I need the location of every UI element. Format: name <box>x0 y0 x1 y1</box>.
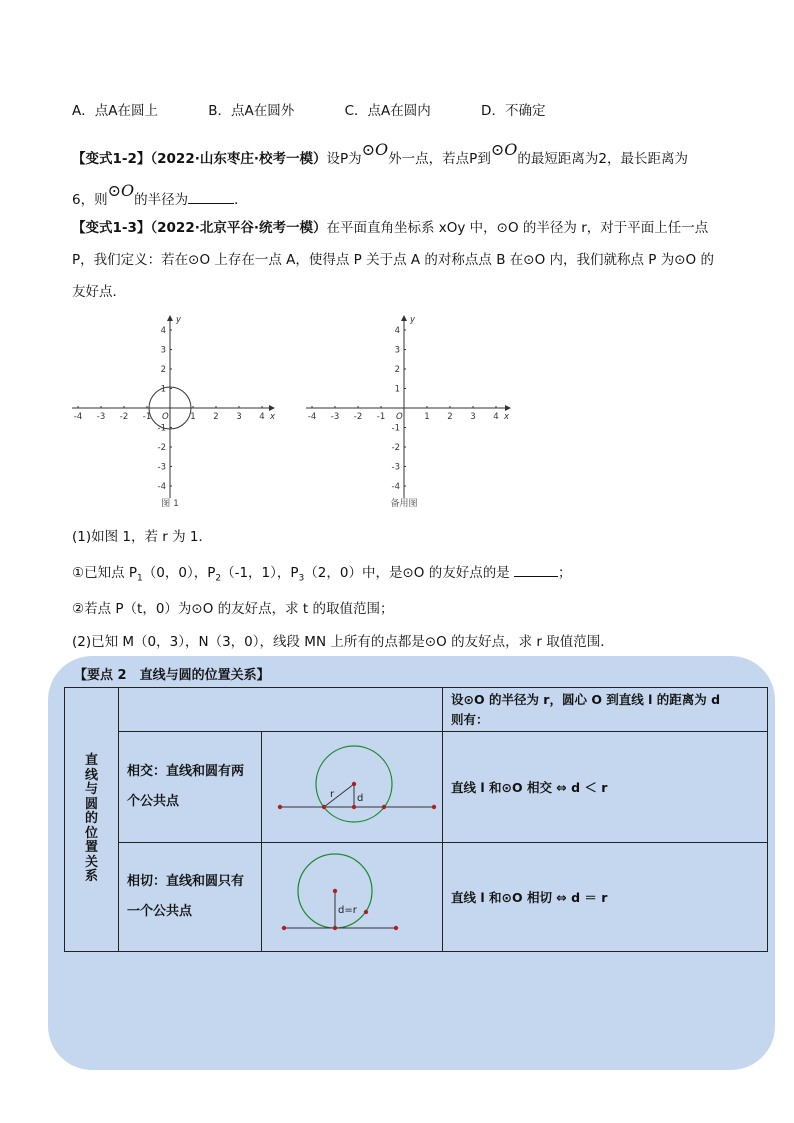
x-axis-label: x <box>504 412 510 422</box>
variant-1-3-line2: P，我们定义：若在⊙O 上存在一点 A，使得点 P 关于点 A 的对称点点 B 在⊙O 内，我们就称点 P 为⊙O 的 <box>72 252 714 268</box>
intersect-relation-cell <box>443 732 768 843</box>
question-1-part1 <box>72 562 572 589</box>
variant-1-2-source: （2022·山东枣庄·校考一模） <box>150 151 327 167</box>
x-tick-label: 2 <box>213 412 219 422</box>
header-line1: 设⊙O 的半径为 r，圆心 O 到直线 l 的距离为 d <box>451 691 721 707</box>
x-tick-label: -1 <box>376 412 386 422</box>
x-tick-label: -2 <box>119 412 129 422</box>
point <box>382 805 386 809</box>
answer-blank[interactable] <box>514 562 558 577</box>
x-tick-label: -2 <box>353 412 363 422</box>
x-tick-label: 2 <box>447 412 453 422</box>
side-label-char: 关 <box>84 854 98 870</box>
x-tick-label: 1 <box>424 412 430 422</box>
origin-label: O <box>396 412 403 422</box>
variant-1-3-text: 在平面直角坐标系 xOy 中，⊙O 的半径为 r，对于平面上任一点 <box>326 220 709 236</box>
y-axis-label: y <box>176 315 182 325</box>
y-tick-label: -4 <box>391 482 400 492</box>
intersect-type-line2: 个公共点 <box>127 794 180 809</box>
tangent-type-line1: 相切：直线和圆只有 <box>127 874 245 889</box>
circle-o-symbol: ⊙O <box>107 181 135 200</box>
subscript: 2 <box>215 573 222 584</box>
question-1-intro: (1)如图 1，若 r 为 1． <box>72 529 213 545</box>
side-label-char: 直 <box>84 753 98 769</box>
x-tick-label: -4 <box>73 412 83 422</box>
y-tick-label: 4 <box>394 326 400 336</box>
side-label-char: 的 <box>84 811 98 827</box>
tangent-relation: 直线 l 和⊙O 相切 ⇔ d ＝ r <box>451 890 608 905</box>
variant-1-3-line3: 友好点． <box>72 284 126 300</box>
tangent-relation-cell <box>443 843 768 952</box>
y-tick-label: 3 <box>160 345 166 356</box>
point <box>364 910 368 914</box>
variant-1-3-tag: 【变式1-3】 <box>72 220 151 236</box>
y-tick-label: 2 <box>160 365 166 375</box>
tangent-figure-cell <box>262 843 443 952</box>
point <box>432 805 436 809</box>
variant-1-2-text: 的最短距离为2，最长距离为 <box>517 151 688 167</box>
y-tick-label: 1 <box>394 384 400 395</box>
variant-1-2-line2 <box>72 181 248 210</box>
question-text: （0，0），P <box>142 565 216 581</box>
x-tick-label: -3 <box>96 412 106 422</box>
variant-1-2-text: ． <box>234 192 248 208</box>
subscript: 3 <box>298 573 305 584</box>
radius-r <box>324 784 354 807</box>
header-cell <box>443 688 768 732</box>
label-d: d <box>357 793 364 804</box>
y-tick-label: -2 <box>391 443 400 453</box>
side-label-char: 圆 <box>84 796 98 812</box>
y-tick-label: -2 <box>157 443 166 453</box>
tangent-type-line2: 一个公共点 <box>127 904 193 919</box>
variant-1-2-text: 外一点，若点P到 <box>388 151 491 167</box>
circle-o-symbol: ⊙O <box>361 140 389 159</box>
side-label-char: 与 <box>84 782 98 798</box>
y-tick-label: 3 <box>394 345 400 356</box>
label-d-equals-r: d=r <box>338 905 357 916</box>
point <box>394 926 398 930</box>
question-text: （-1，1），P <box>221 565 299 581</box>
question-text: （2，0）中，是⊙O 的友好点的是 <box>304 565 510 581</box>
center-point <box>352 782 356 786</box>
point <box>322 805 326 809</box>
x-tick-label: 3 <box>470 412 476 422</box>
y-tick-label: -1 <box>391 423 400 434</box>
x-tick-label: 3 <box>236 412 242 422</box>
point <box>352 805 356 809</box>
figure-1-caption: 图 1 <box>161 499 179 509</box>
y-tick-label: 4 <box>160 326 166 336</box>
variant-1-3-line1 <box>72 218 708 238</box>
x-tick-label: -3 <box>330 412 340 422</box>
side-label-char: 系 <box>84 869 98 885</box>
x-tick-label: 1 <box>190 412 196 422</box>
origin-label: O <box>162 412 169 422</box>
tangent-point <box>333 926 337 930</box>
variant-1-2-text: 的半径为 <box>134 192 189 208</box>
y-tick-label: 1 <box>160 384 166 395</box>
circle-o-symbol: ⊙O <box>490 140 518 159</box>
y-tick-label: -3 <box>157 462 166 473</box>
keypoint-title: 【要点 2 直线与圆的位置关系】 <box>74 668 270 683</box>
x-tick-label: 4 <box>493 412 499 422</box>
option-c: C．点A在圆内 <box>344 103 431 119</box>
tangent-type-cell <box>119 843 262 952</box>
variant-1-2-text: 设P为 <box>326 151 362 167</box>
keypoint-table <box>64 687 768 952</box>
label-r: r <box>330 789 335 800</box>
x-tick-label: -1 <box>142 412 152 422</box>
variant-1-3-source: （2022·北京平谷·统考一模） <box>150 220 327 236</box>
intersect-type-cell <box>119 732 262 843</box>
option-b: B．点A在圆外 <box>208 103 295 119</box>
side-label-char: 线 <box>84 767 98 783</box>
coordinate-figures <box>64 306 534 516</box>
question-text: ①已知点 P <box>72 565 138 581</box>
x-tick-label: -4 <box>307 412 317 422</box>
side-label <box>65 754 118 885</box>
intersect-figure <box>262 732 442 838</box>
figure-2 <box>306 316 510 498</box>
y-axis-label: y <box>410 315 416 325</box>
y-tick-label: -3 <box>391 462 400 473</box>
question-2: (2)已知 M（0，3），N（3，0），线段 MN 上所有的点都是⊙O 的友好点，求 r 取值范围． <box>72 634 614 650</box>
option-a: A．点A在圆上 <box>72 103 158 119</box>
y-tick-label: -1 <box>157 423 166 434</box>
side-label-char: 置 <box>84 840 98 856</box>
x-axis-label: x <box>270 412 276 422</box>
header-empty-cell <box>119 688 443 732</box>
question-text: ； <box>558 565 572 581</box>
point <box>282 926 286 930</box>
variant-1-2-tag: 【变式1-2】 <box>72 151 151 167</box>
header-line2: 则有： <box>451 711 489 727</box>
intersect-figure-cell <box>262 732 443 843</box>
tangent-figure <box>262 843 442 947</box>
side-label-char: 位 <box>84 825 98 841</box>
y-tick-label: -4 <box>157 482 166 492</box>
side-label-cell <box>65 688 119 952</box>
x-tick-label: 4 <box>259 412 265 422</box>
point <box>278 805 282 809</box>
figure-1 <box>72 316 274 498</box>
choice-options <box>72 101 591 121</box>
figure-2-caption: 备用图 <box>390 499 418 509</box>
variant-1-2-text: 6，则 <box>72 192 108 208</box>
variant-1-2-line1 <box>72 140 688 169</box>
intersect-type-line1: 相交：直线和圆有两 <box>127 764 245 779</box>
question-1-part2: ②若点 P（t，0）为⊙O 的友好点，求 t 的取值范围； <box>72 601 394 617</box>
y-tick-label: 2 <box>394 365 400 375</box>
answer-blank[interactable] <box>188 189 234 204</box>
intersect-relation: 直线 l 和⊙O 相交 ⇔ d ＜ r <box>451 780 608 795</box>
option-d: D．不确定 <box>481 103 546 119</box>
center-point <box>333 889 337 893</box>
subscript: 1 <box>137 573 143 584</box>
